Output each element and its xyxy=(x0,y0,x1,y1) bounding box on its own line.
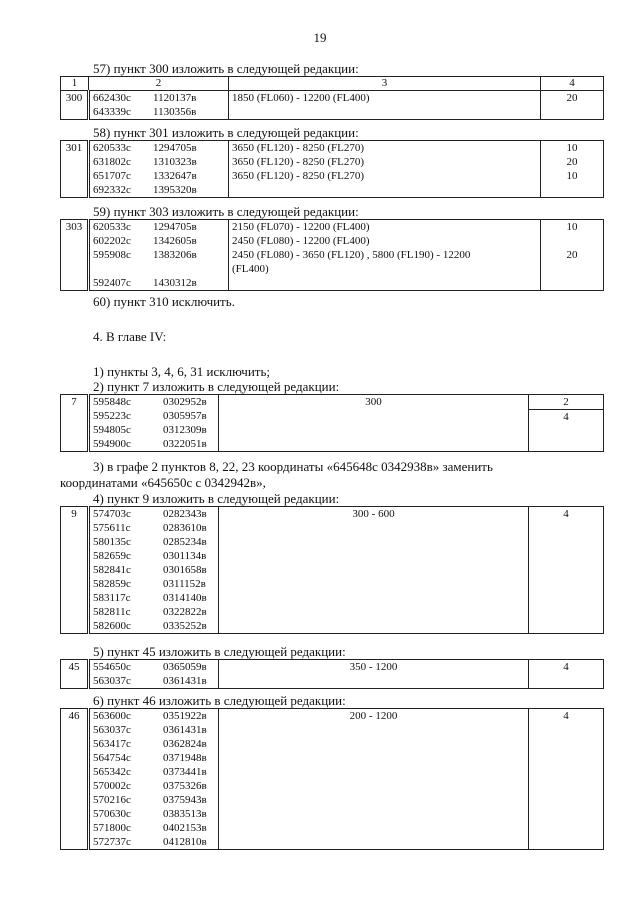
coord-line: 582841с 0301658в xyxy=(93,564,207,576)
table-row xyxy=(61,220,604,291)
section-58 xyxy=(60,126,603,198)
coord-line: 594805с 0312309в xyxy=(93,424,207,436)
width-cell: 20 xyxy=(541,91,604,120)
table-59 xyxy=(60,219,604,291)
item-3-line2: координатами «645650с с 0342942в», xyxy=(60,475,266,490)
page-number: 19 xyxy=(313,30,327,45)
coords-cell xyxy=(89,220,229,291)
table-4 xyxy=(60,506,604,634)
section-5 xyxy=(60,645,603,689)
coord-line: 582600с 0335252в xyxy=(93,620,207,632)
point-number: 300 xyxy=(61,91,89,120)
section-caption: 57) пункт 300 изложить в следующей редакции: xyxy=(93,61,359,76)
level-cell: 350 - 1200 xyxy=(219,660,529,689)
point-number: 303 xyxy=(61,220,89,291)
section-57 xyxy=(60,62,603,120)
coord-line: 602202с 1342605в xyxy=(93,235,197,247)
table-row xyxy=(61,660,604,689)
width-cell: 4 xyxy=(529,660,604,689)
coord-line: 580135с 0285234в xyxy=(93,536,207,548)
coord-line: 570630с 0383513в xyxy=(93,808,207,820)
col-header: 1 xyxy=(61,77,89,91)
coord-line: 592407с 1430312в xyxy=(93,277,197,289)
width-cell: 10 20 xyxy=(541,220,604,291)
coord-line: 620533с 1294705в xyxy=(93,142,197,154)
section-6 xyxy=(60,694,603,850)
level-cell: 2150 (FL070) - 12200 (FL400) 2450 (FL080) - 12200 (FL400) 2450 (FL080) - 3650 (FL120) , 5800 (FL190) - 12200 (FL400) xyxy=(229,220,541,291)
coord-line: 575611с 0283610в xyxy=(93,522,207,534)
coord-line: 582811с 0322822в xyxy=(93,606,207,618)
table-58 xyxy=(60,140,604,198)
level-cell: 300 xyxy=(219,395,529,452)
coord-line: 565342с 0373441в xyxy=(93,766,207,778)
coords-cell xyxy=(89,91,229,120)
coord-line: 583117с 0314140в xyxy=(93,592,207,604)
table-5 xyxy=(60,659,604,689)
level-cell: 3650 (FL120) - 8250 (FL270) 3650 (FL120) - 8250 (FL270) 3650 (FL120) - 8250 (FL270) xyxy=(229,141,541,198)
coord-line: 595223с 0305957в xyxy=(93,410,207,422)
col-header: 3 xyxy=(229,77,541,91)
point-number: 45 xyxy=(61,660,89,689)
item-1: 1) пункты 3, 4, 6, 31 исключить; xyxy=(93,364,271,379)
coords-cell xyxy=(89,660,219,689)
table-row xyxy=(61,141,604,198)
coord-line: 563600с 0351922в xyxy=(93,710,207,722)
table-57 xyxy=(60,76,604,120)
section-caption: 5) пункт 45 изложить в следующей редакции: xyxy=(93,644,346,659)
coord-line: 631802с 1310323в xyxy=(93,156,197,168)
width-cell: 4 xyxy=(529,507,604,634)
table-header xyxy=(61,77,604,91)
coord-line: 582659с 0301134в xyxy=(93,550,207,562)
chapter-heading: 4. В главе IV: xyxy=(93,329,167,344)
section-caption: 4) пункт 9 изложить в следующей редакции: xyxy=(93,491,340,506)
coord-line: 692332с 1395320в xyxy=(93,184,197,196)
section-caption: 58) пункт 301 изложить в следующей редакции: xyxy=(93,125,359,140)
coord-line: 563417с 0362824в xyxy=(93,738,207,750)
coord-line: 554650с 0365059в xyxy=(93,661,207,673)
coord-line: 651707с 1332647в xyxy=(93,170,197,182)
coord-line: 620533с 1294705в xyxy=(93,221,197,233)
col-header: 2 xyxy=(89,77,229,91)
coord-line: 570002с 0375326в xyxy=(93,780,207,792)
table-row xyxy=(61,507,604,634)
coord-line: 563037с 0361431в xyxy=(93,724,207,736)
coord-line: 572737с 0412810в xyxy=(93,836,207,848)
col-header: 4 xyxy=(541,77,604,91)
table-row xyxy=(61,709,604,850)
coord-line: 564754с 0371948в xyxy=(93,752,207,764)
coords-cell xyxy=(89,709,219,850)
section-caption: 59) пункт 303 изложить в следующей редакции: xyxy=(93,204,359,219)
coord-line: 571800с 0402153в xyxy=(93,822,207,834)
section-caption: 6) пункт 46 изложить в следующей редакции: xyxy=(93,693,346,708)
point-number: 46 xyxy=(61,709,89,850)
level-cell: 200 - 1200 xyxy=(219,709,529,850)
item-60: 60) пункт 310 исключить. xyxy=(93,294,235,309)
table-row xyxy=(61,91,604,120)
coord-line: 582859с 0311152в xyxy=(93,578,206,590)
level-cell: 300 - 600 xyxy=(219,507,529,634)
coord-line: 595908с 1383206в xyxy=(93,249,197,261)
coords-cell xyxy=(89,141,229,198)
width-cell: 10 20 10 xyxy=(541,141,604,198)
point-number: 301 xyxy=(61,141,89,198)
coord-line: 574703с 0282343в xyxy=(93,508,207,520)
section-2 xyxy=(60,380,603,452)
item-3-line1: 3) в графе 2 пунктов 8, 22, 23 координаты «645648с 0342938в» заменить xyxy=(93,459,493,474)
section-caption: 2) пункт 7 изложить в следующей редакции: xyxy=(93,379,340,394)
coord-line: 594900с 0322051в xyxy=(93,438,207,450)
section-4 xyxy=(60,492,603,634)
width-cell: 2 4 xyxy=(529,395,604,452)
coord-line: 563037с 0361431в xyxy=(93,675,207,687)
coord-line: 643339с 1130356в xyxy=(93,106,197,118)
table-row xyxy=(61,395,604,452)
width-cell: 4 xyxy=(529,709,604,850)
coords-cell xyxy=(89,395,219,452)
coord-line: 595848с 0302952в xyxy=(93,396,207,408)
point-number: 9 xyxy=(61,507,89,634)
section-59 xyxy=(60,205,603,291)
coord-line: 570216с 0375943в xyxy=(93,794,207,806)
table-6 xyxy=(60,708,604,850)
coords-cell xyxy=(89,507,219,634)
coord-line: 662430с 1120137в xyxy=(93,92,197,104)
table-2 xyxy=(60,394,604,452)
level-cell: 1850 (FL060) - 12200 (FL400) xyxy=(229,91,541,120)
point-number: 7 xyxy=(61,395,89,452)
